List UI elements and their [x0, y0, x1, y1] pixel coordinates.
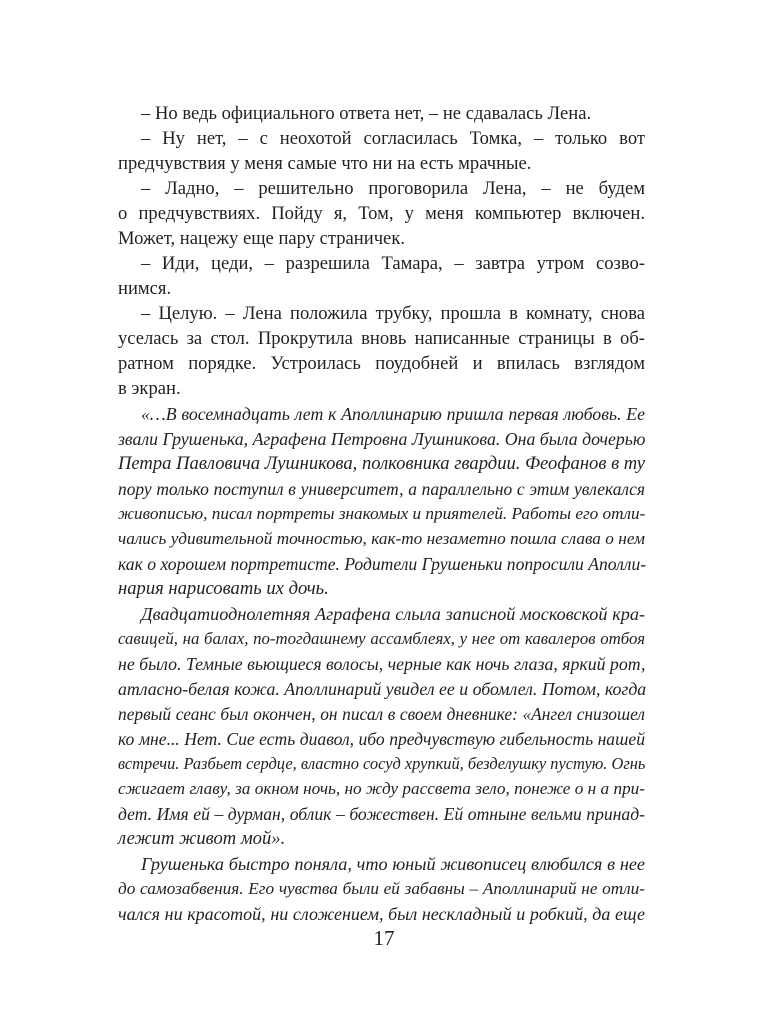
italic-text-line: сжигает главу, за окном ночь, но жду рассвета зело, понеже о н а при-	[118, 779, 645, 798]
italic-text-line: Грушенька быстро поняла, что юный живописец влюбился в нее	[141, 854, 645, 874]
text-line: уселась за стол. Прокрутила вновь написанные страницы в об-	[118, 328, 645, 349]
italic-text-line: чался ни красотой, ни сложением, был нескладный и робкий, да еще	[118, 904, 645, 924]
italic-text-line: не было. Темные вьющиеся волосы, черные как ночь глаза, яркий рот,	[118, 654, 646, 674]
italic-text-line: чались удивительной точностью, как-то незаметно пошла слава о нем	[118, 529, 645, 548]
italic-text-line: савицей, на балах, по-тогдашнему ассамблеях, у нее от кавалеров отбоя	[118, 629, 645, 648]
italic-text-line: ко мне... Нет. Сие есть диавол, ибо предчувствую гибельность нашей	[118, 729, 645, 749]
italic-text-line: первый сеанс был окончен, он писал в своем дневнике: «Ангел снизошел	[118, 704, 645, 724]
text-line: – Ну нет, – с неохотой согласилась Томка, – только вот	[141, 128, 645, 149]
text-line: – Целую. – Лена положила трубку, прошла в комнату, снова	[141, 303, 645, 324]
text-line: – Ладно, – решительно проговорила Лена, – не будем	[141, 178, 645, 199]
italic-text-line: нария нарисовать их дочь.	[118, 578, 329, 599]
italic-text-line: живописью, писал портреты знакомых и приятелей. Работы его отли-	[118, 504, 646, 523]
italic-text-line: как о хорошем портретисте. Родители Грушеньки попросили Аполли-	[118, 554, 647, 574]
italic-text-line: пору только поступил в университет, а параллельно с этим увлекался	[118, 479, 645, 499]
text-line: – Иди, цеди, – разрешила Тамара, – завтра утром созво-	[141, 253, 645, 274]
text-line: в экран.	[118, 378, 181, 399]
italic-text-line: «…В восемнадцать лет к Аполлинарию пришла первая любовь. Ее	[141, 404, 645, 424]
text-line: – Но ведь официального ответа нет, – не сдавалась Лена.	[141, 103, 592, 124]
italic-text-line: Петра Павловича Лушникова, полковника гвардии. Феофанов в ту	[118, 453, 646, 474]
italic-text-line: дет. Имя ей – дурман, облик – божествен. Ей отныне вельми принад-	[118, 804, 645, 824]
italic-text-line: атласно-белая кожа. Аполлинарий увидел ее и обомлел. Потом, когда	[118, 679, 647, 699]
text-line: ратном порядке. Устроилась поудобней и впилась взглядом	[118, 353, 645, 374]
italic-text-line: лежит живот мой».	[118, 828, 286, 849]
italic-text-line: до самозабвения. Его чувства были ей забавны – Аполлинарий не отли-	[118, 879, 645, 898]
page-number: 17	[373, 926, 395, 950]
text-line: нимся.	[118, 278, 172, 299]
text-line: предчувствия у меня самые что ни на есть мрачные.	[118, 153, 532, 174]
text-line: о предчувствиях. Пойду я, Том, у меня компьютер включен.	[118, 203, 645, 224]
italic-text-line: звали Грушенька, Аграфена Петровна Лушникова. Она была дочерью	[118, 429, 646, 449]
text-line: Может, нацежу еще пару страничек.	[118, 228, 405, 249]
italic-text-line: встречи. Разбьет сердце, властно сосуд хрупкий, безделушку пустую. Огнь	[118, 754, 646, 773]
italic-text-line: Двадцатиоднолетняя Аграфена слыла записной московской кра-	[141, 604, 645, 624]
